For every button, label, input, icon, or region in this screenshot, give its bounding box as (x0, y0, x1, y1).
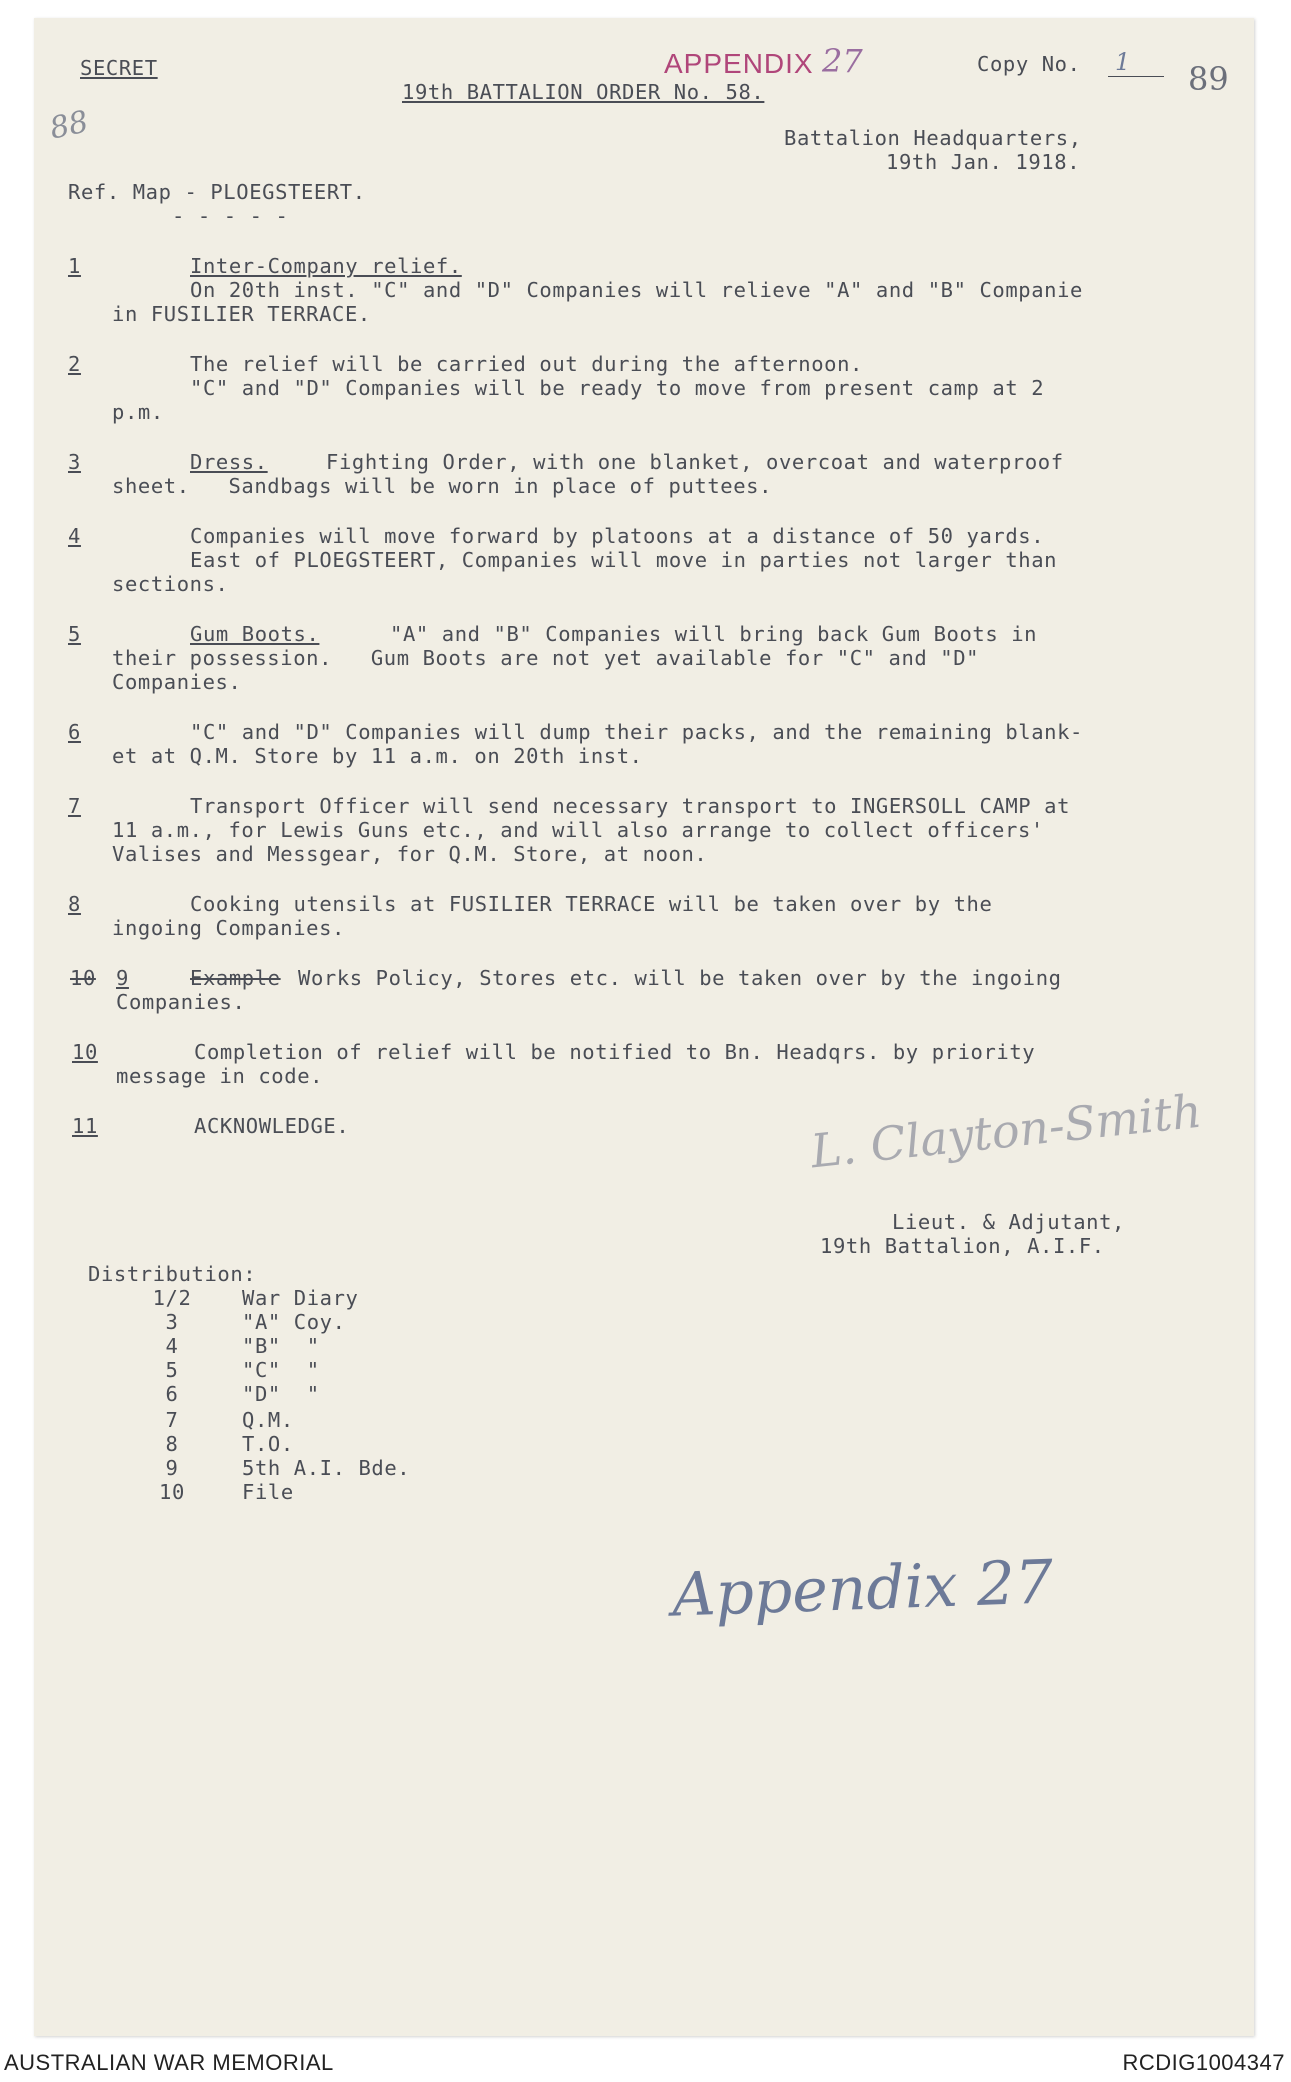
para-2-line: p.m. (112, 400, 164, 424)
para-3-number: 3 (68, 450, 81, 474)
order-title: 19th BATTALION ORDER No. 58. (402, 80, 765, 104)
para-11-number: 11 (72, 1114, 98, 1138)
distribution-number: 9 (165, 1456, 179, 1480)
para-10-line: message in code. (116, 1064, 324, 1088)
para-6-line: "C" and "D" Companies will dump their packs, and the remaining blank- (190, 720, 1084, 744)
distribution-name: T.O. (242, 1432, 294, 1456)
para-4-line: sections. (112, 572, 229, 596)
para-9-line: Companies. (116, 990, 246, 1014)
distribution-name: "B" " (242, 1334, 320, 1358)
folio-mark: 88 (46, 104, 92, 147)
distribution-name: War Diary (242, 1286, 359, 1310)
order-date: 19th Jan. 1918. (886, 150, 1081, 174)
distribution-number: 6 (165, 1382, 179, 1406)
distribution-name: "D" " (242, 1382, 320, 1406)
para-7-line: Transport Officer will send necessary transport to INGERSOLL CAMP at (190, 794, 1071, 818)
distribution-number: 1/2 (152, 1286, 192, 1310)
distribution-number: 10 (159, 1480, 185, 1504)
para-1-line: On 20th inst. "C" and "D" Companies will relieve "A" and "B" Companie (190, 278, 1084, 302)
distribution-number: 8 (165, 1432, 179, 1456)
copy-number-line (1108, 76, 1164, 77)
para-8-line: ingoing Companies. (112, 916, 345, 940)
para-3-heading: Dress. (190, 450, 268, 474)
para-4-number: 4 (68, 524, 81, 548)
handwritten-appendix-note: Appendix 27 (670, 1547, 1055, 1631)
distribution-number: 5 (165, 1358, 179, 1382)
para-3-line: Fighting Order, with one blanket, overcoat and waterproof (326, 450, 1064, 474)
copy-label: Copy No. (977, 52, 1081, 76)
distribution-title: Distribution: (88, 1262, 257, 1286)
distribution-name: "A" Coy. (242, 1310, 346, 1334)
para-5-heading: Gum Boots. (190, 622, 320, 646)
para-6-number: 6 (68, 720, 81, 744)
page-number: 89 (1188, 60, 1229, 98)
para-7-line: Valises and Messgear, for Q.M. Store, at noon. (112, 842, 708, 866)
para-10-line: Completion of relief will be notified to Bn. Headqrs. by priority (194, 1040, 1036, 1064)
para-8-number: 8 (68, 892, 81, 916)
para-9-struck-number: 10 (70, 966, 96, 990)
para-5-number: 5 (68, 622, 81, 646)
footer-institution: AUSTRALIAN WAR MEMORIAL (4, 2050, 334, 2075)
distribution-name: Q.M. (242, 1408, 294, 1432)
para-2-number: 2 (68, 352, 81, 376)
para-5-line: Companies. (112, 670, 242, 694)
copy-number: 1 (1115, 48, 1131, 76)
para-8-line: Cooking utensils at FUSILIER TERRACE will be taken over by the (190, 892, 993, 916)
para-7-line: 11 a.m., for Lewis Guns etc., and will also arrange to collect officers' (112, 818, 1044, 842)
para-9-struck-word: Example (190, 966, 281, 990)
para-1-number: 1 (68, 254, 81, 278)
distribution-name: "C" " (242, 1358, 320, 1382)
para-1-line: in FUSILIER TERRACE. (112, 302, 371, 326)
signature-rank: Lieut. & Adjutant, (892, 1210, 1125, 1234)
appendix-stamp: APPENDIX (664, 48, 814, 79)
ref-map: Ref. Map - PLOEGSTEERT. (68, 180, 366, 204)
para-11-line: ACKNOWLEDGE. (194, 1114, 350, 1138)
distribution-number: 4 (165, 1334, 179, 1358)
distribution-name: File (242, 1480, 294, 1504)
para-10-number: 10 (72, 1040, 98, 1064)
para-2-line: "C" and "D" Companies will be ready to move from present camp at 2 (190, 376, 1045, 400)
para-1-heading: Inter-Company relief. (190, 254, 462, 278)
para-4-line: East of PLOEGSTEERT, Companies will move in parties not larger than (190, 548, 1058, 572)
hq-location: Battalion Headquarters, (784, 126, 1082, 150)
footer-record-id: RCDIG1004347 (1122, 2050, 1285, 2075)
signature-unit: 19th Battalion, A.I.F. (820, 1234, 1105, 1258)
ref-map-underline: - - - - - (172, 204, 289, 228)
distribution-name: 5th A.I. Bde. (242, 1456, 411, 1480)
signature: L. Clayton-Smith (808, 1083, 1205, 1179)
para-2-line: The relief will be carried out during the afternoon. (190, 352, 863, 376)
secret-label: SECRET (80, 56, 158, 80)
distribution-number: 7 (165, 1408, 179, 1432)
para-9-line: Works Policy, Stores etc. will be taken over by the ingoing (298, 966, 1062, 990)
para-5-line: their possession. Gum Boots are not yet available for "C" and "D" (112, 646, 980, 670)
para-9-number: 9 (116, 966, 129, 990)
para-3-line: sheet. Sandbags will be worn in place of puttees. (112, 474, 773, 498)
para-6-line: et at Q.M. Store by 11 a.m. on 20th inst. (112, 744, 643, 768)
distribution-number: 3 (165, 1310, 179, 1334)
para-5-line: "A" and "B" Companies will bring back Gum Boots in (390, 622, 1038, 646)
appendix-stamp-number: 27 (822, 42, 863, 80)
para-4-line: Companies will move forward by platoons at a distance of 50 yards. (190, 524, 1045, 548)
para-7-number: 7 (68, 794, 81, 818)
